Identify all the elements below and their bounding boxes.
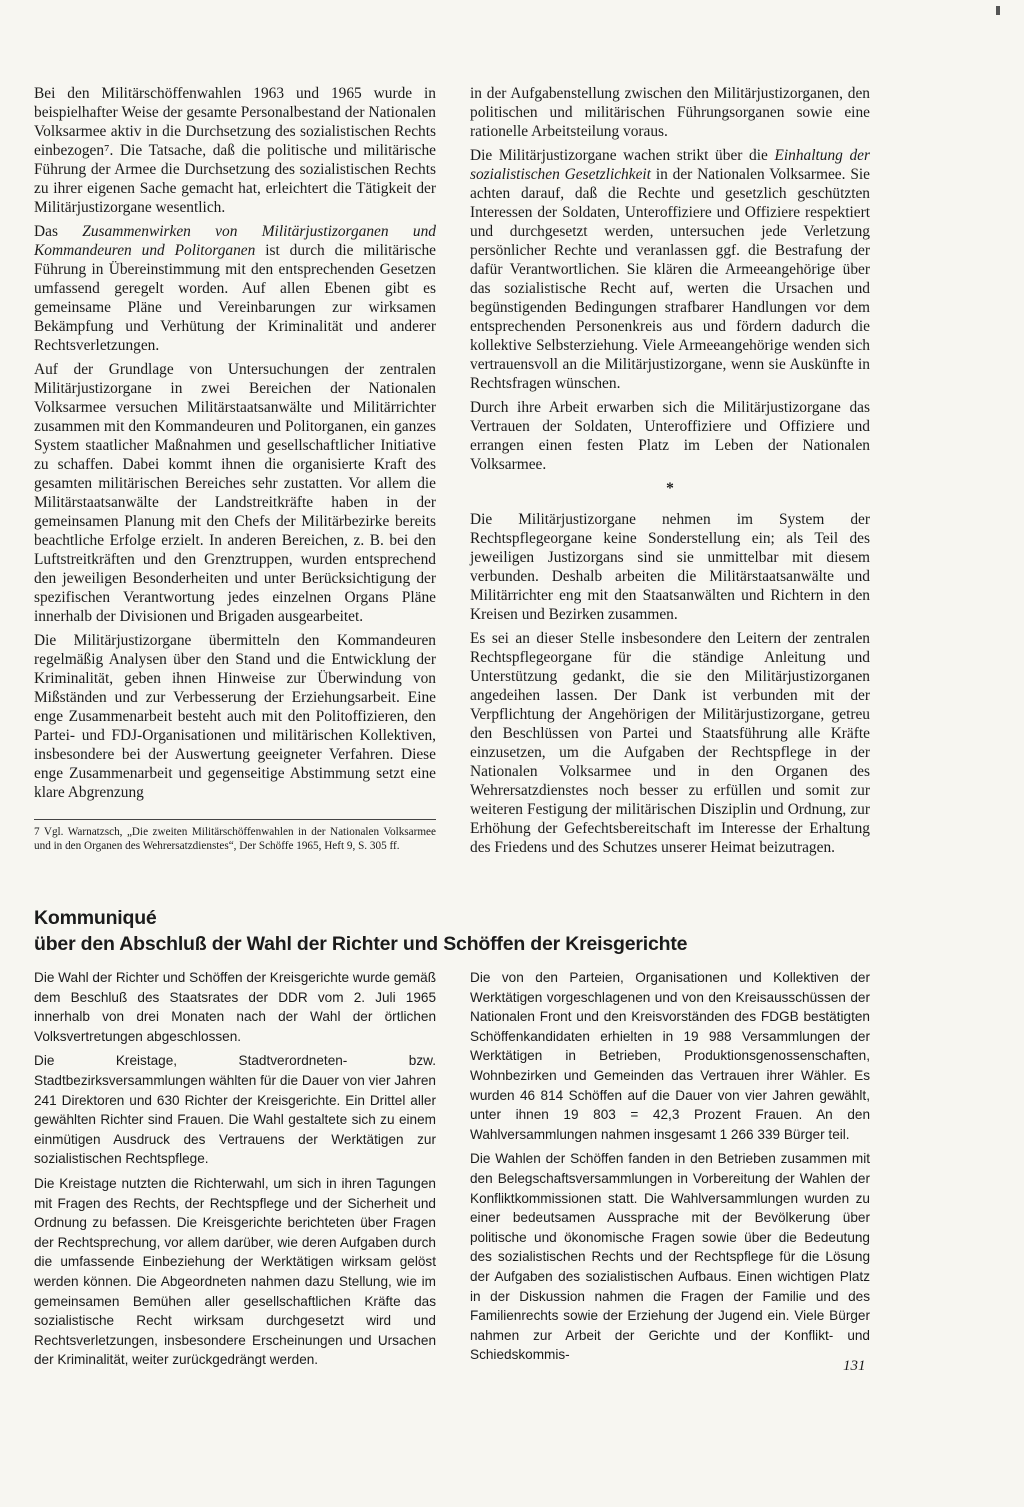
paragraph: Auf der Grundlage von Untersuchungen der zentralen Militärjustizorgane in zwei Bereichen der Nationalen Volksarmee versuchen Militärstaatsanwälte und Militärrichter zusammen mit den Kommandeuren und Politorganen, ein ganzes System staatlicher Maßnahmen und gesellschaftlicher Initiative zu schaffen. Dabei kommt ihnen die organisierte Kraft des gesamten militärischen Bereiches sehr zustatten. Vor allem die Militärstaatsanwälte der Landstreitkräfte haben in der gemeinsamen Planung mit den Chefs der Militärbezirke bereits beachtliche Erfolge erzielt. In anderen Bereichen, z. B. bei den Luftstreitkräften und den Grenztruppen, wurden entsprechend den jeweiligen Besonderheiten und unter Berücksichtigung der spezifischen Verantwortung jedes einzelnen Organs Pläne innerhalb der Divisionen und Brigaden ausgearbeitet. [34,361,436,625]
article-heading [34,905,894,957]
heading-subtitle: über den Abschluß der Wahl der Richter und Schöffen der Kreisgerichte [34,933,688,955]
paragraph: in der Aufgabenstellung zwischen den Militärjustizorganen, den politischen und militärischen Führungsorganen sowie eine rationelle Arbeitsteilung voraus. [470,85,870,140]
footnote-divider [34,819,436,820]
article-right-column [470,84,870,862]
paragraph: Bei den Militärschöffenwahlen 1963 und 1965 wurde in beispielhafter Weise der gesamte Personalbestand der Nationalen Volksarmee aktiv in die Durchsetzung des sozialistischen Rechts einbezogen⁷. Die Tatsache, daß die politische und militärische Führung der Armee die Durchsetzung des sozialistischen Rechts zu ihrer eigenen Sache gemacht hat, erleichtert die Tätigkeit der Militärjustizorgane wesentlich. [34,85,436,216]
paragraph: Das Zusammenwirken von Militärjustizorganen und Kommandeuren und Politorganen ist durch die militärische Führung in Übereinstimmung mit den entsprechenden Gesetzen umfassend geregelt worden. Auf allen Ebenen gibt es gemeinsame Pläne und Vereinbarungen zur wirksamen Bekämpfung und Verhütung der Kriminalität und anderer Rechtsverletzungen. [34,223,436,354]
article-left-column [34,84,436,807]
paragraph: Die Kreistage nutzten die Richterwahl, um sich in ihren Tagungen mit Fragen des Rechts, der Rechtspflege und der Sicherheit und Ordnung zu befassen. Die Kreisgerichte berichteten über Fragen der Rechtsprechung, vor allem darüber, wie deren Aufgaben durch die umfassende Einbeziehung der Werktätigen wirksam gelöst werden können. Die Abgeordneten nahmen dazu Stellung, wie im gemeinsamen Bemühen aller gesellschaftlichen Kräfte das sozialistische Recht wirksam durchgesetzt wird und Rechtsverletzungen, insbesondere Erscheinungen und Ursachen der Kriminalität, weiter zurückgedrängt werden. [34,1175,436,1368]
paragraph: Die Kreistage, Stadtverordneten- bzw. Stadtbezirksversammlungen wählten für die Dauer von vier Jahren 241 Direktoren und 630 Richter der Kreisgerichte. Ein Drittel aller gewählten Richter sind Frauen. Die Wahl gestaltete sich zu einem einmütigen Ausdruck des Vertrauens der Werktätigen zur sozialistischen Rechtspflege. [34,1053,436,1167]
italic-emphasis: Zusammenwirken von Militärjustizorganen und Kommandeuren und Politorganen [34,223,436,259]
paragraph: Die Militärjustizorgane übermitteln den Kommandeuren regelmäßig Analysen über den Stand und die Entwicklung der Kriminalität, geben ihnen Hinweise zur Überwindung von Mißständen und zur Verbesserung der Erziehungsarbeit. Eine enge Zusammenarbeit besteht auch mit den Politoffizieren, den Partei- und FDJ-Organisationen und militärischen Kollektiven, insbesondere bei der Auswertung geeigneter Verfahren. Diese enge Zusammenarbeit und gegenseitige Abstimmung setzt eine klare Abgrenzung [34,632,436,801]
section-separator: * [666,480,674,497]
paragraph: Die Wahlen der Schöffen fanden in den Betrieben zusammen mit den Belegschaftsversammlungen in Vorbereitung der Wahlen der Konfliktkommissionen statt. Die Wahlversammlungen wurden zu einer bedeutsamen Aussprache mit der Bevölkerung über politische und ökonomische Fragen sowie über die Bedeutung des sozialistischen Rechts und der Rechtspflege für die Lösung der Aufgaben des sozialistischen Aufbaus. Einen wichtigen Platz in der Diskussion nahmen die Fragen der Familie und des Familienrechts sowie der Erziehung der Jugend ein. Viele Bürger nahmen zur Arbeit der Gerichte und der Konflikt- und Schiedskommis- [470,1151,870,1363]
paragraph: Die Militärjustizorgane wachen strikt über die Einhaltung der sozialistischen Gesetzlichkeit in der Nationalen Volksarmee. Sie achten darauf, daß die Rechte und gesetzlich geschützten Interessen der Soldaten, Unteroffiziere und Offiziere respektiert und durchgesetzt werden, untersuchen jede Verletzung persönlicher Rechte und veranlassen ggf. die Bestrafung der dafür Verantwortlichen. Sie klären die Armeeangehörige über das sozialistische Recht auf, werten die Ursachen und begünstigenden Bedingungen strafbarer Handlungen vor dem entsprechenden Personenkreis aus und fördern dadurch die kollektive Selbsterziehung. Viele Armeeangehörige wenden sich vertrauensvoll an die Militärjustizorgane, wenn sie Auskünfte in Rechtsfragen wünschen. [470,147,870,392]
footnote: 7 Vgl. Warnatzsch, „Die zweiten Militärschöffenwahlen in der Nationalen Volksarmee und in den Organen des Wehrersatzdienstes“, Der Schöffe 1965, Heft 9, S. 305 ff. [34,826,436,852]
kommunique-right-column [470,968,870,1370]
paragraph: Die Militärjustizorgane nehmen im System der Rechtspflegeorgane keine Sonderstellung ein; als Teil des jeweiligen Justizorgans sind sie unmittelbar mit diesem verbunden. Deshalb arbeiten die Militärstaatsanwälte und Militärrichter eng mit den Staatsanwälten und Richtern in den Kreisen und Bezirken zusammen. [470,511,870,623]
paragraph: Die von den Parteien, Organisationen und Kollektiven der Werktätigen vorgeschlagenen und von den Kreisausschüssen der Nationalen Front und den Kreisvorständen des FDGB bestätigten Schöffenkandidaten erhielten in 19 988 Versammlungen der Werktätigen in Betrieben, Produktionsgenossenschaften, Wohnbezirken und Gemeinden das Vertrauen ihrer Wähler. Es wurden 46 814 Schöffen auf die Dauer von vier Jahren gewählt, unter ihnen 19 803 = 42,3 Prozent Frauen. An den Wahlversammlungen nahmen insgesamt 1 266 339 Bürger teil. [470,970,870,1142]
margin-mark [996,6,1000,15]
paragraph: Es sei an dieser Stelle insbesondere den Leitern der zentralen Rechtspflegeorgane für die ständige Anleitung und Unterstützung gedankt, die sie den Militärjustizorganen angedeihen lassen. Der Dank ist verbunden mit der Verpflichtung der Angehörigen der Militärjustizorgane, getreu den Beschlüssen von Partei und Staatsführung alle Kräfte einzusetzen, um die Aufgaben der Rechtspflege in der Nationalen Volksarmee und in den Organen des Wehrersatzdienstes noch besser zu erfüllen und somit zur weiteren Festigung der militärischen Disziplin und Ordnung, zur Erhöhung der Gefechtsbereitschaft im Interesse der Erhaltung des Friedens und des Schutzes unserer Heimat beizutragen. [470,630,870,856]
paragraph: Die Wahl der Richter und Schöffen der Kreisgerichte wurde gemäß dem Beschluß des Staatsrates der DDR vom 2. Juli 1965 innerhalb von drei Monaten nach der Wahl der örtlichen Volksvertretungen abgeschlossen. [34,970,436,1044]
kommunique-left-column [34,968,436,1375]
paragraph: Durch ihre Arbeit erwarben sich die Militärjustizorgane das Vertrauen der Soldaten, Unteroffiziere und Offiziere und errangen einen festen Platz im Leben der Nationalen Volksarmee. [470,399,870,473]
heading-title: Kommuniqué [34,907,157,929]
page-number: 131 [843,1358,866,1374]
italic-emphasis: Einhaltung der sozialistischen Gesetzlichkeit [470,147,870,183]
